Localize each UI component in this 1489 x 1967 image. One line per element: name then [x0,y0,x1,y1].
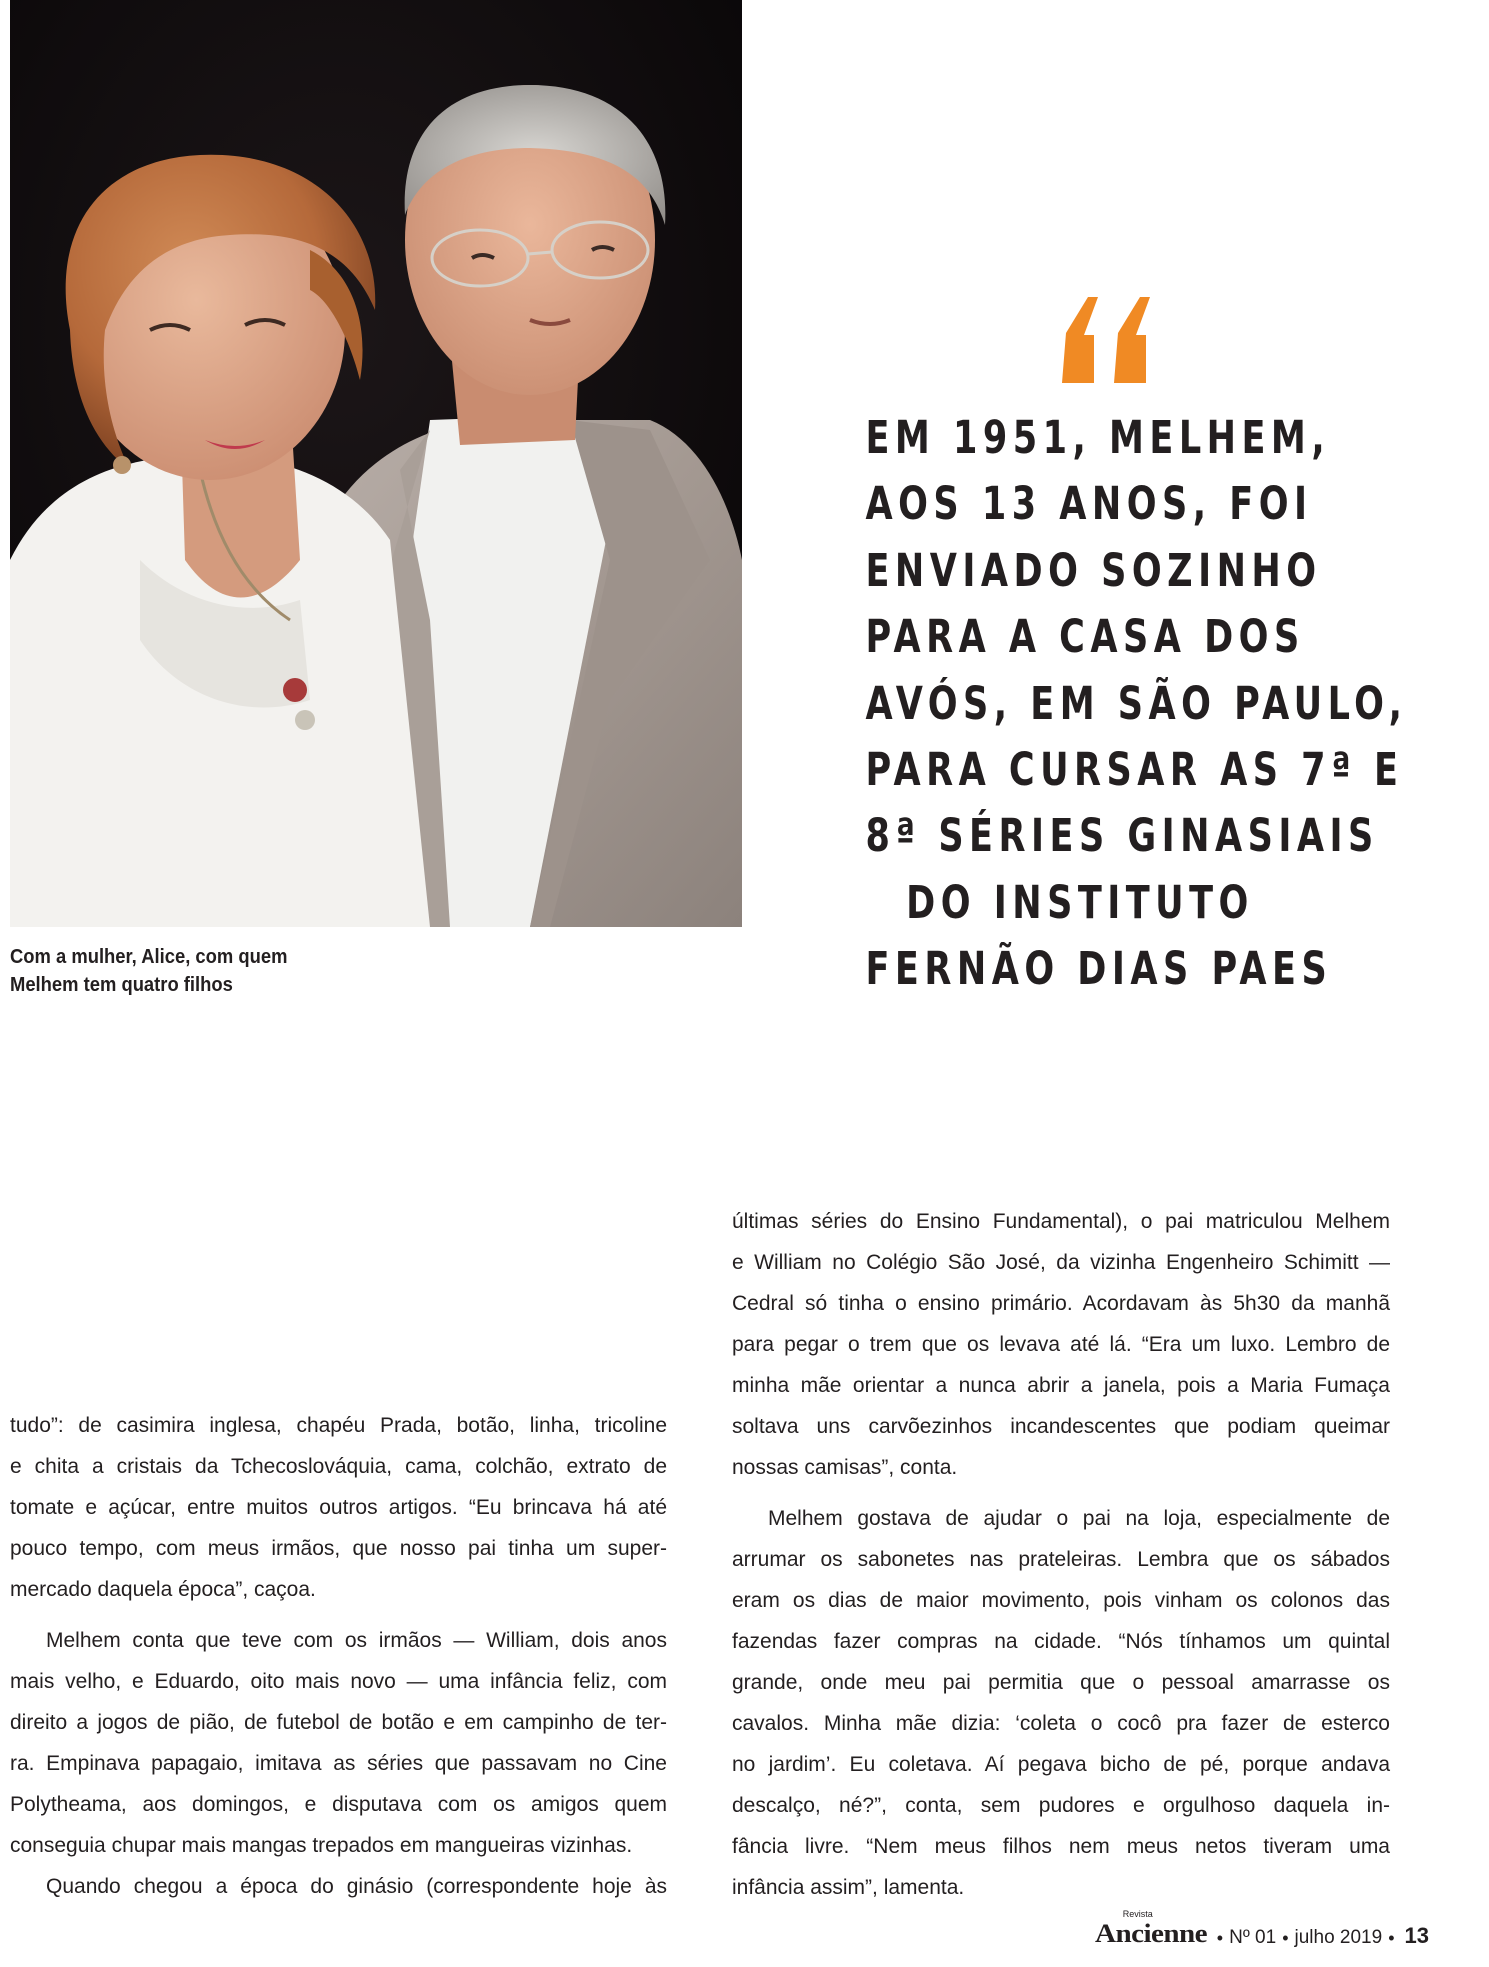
text-line: grande, onde meu pai permitia que o pessoal amarrasse os [732,1671,1390,1694]
caption-line: Melhem tem quatro filhos [10,974,233,996]
paragraph [732,1201,1390,1488]
text-line: conseguia chupar mais mangas trepados em mangueiras vizinhas. [10,1834,633,1857]
text-line: eram os dias de maior movimento, pois vinham os colonos das [732,1589,1390,1612]
pull-quote-line: PARA CURSAR AS 7ª E [865,743,1404,797]
pull-quote-line: DO INSTITUTO [906,875,1254,929]
text-line: para pegar o trem que os levava até lá. “Era um luxo. Lembro de [732,1333,1390,1356]
text-line: Melhem gostava de ajudar o pai na loja, especialmente de [768,1507,1390,1530]
paragraph [732,1498,1390,1908]
logo-name: Ancienne [1094,1919,1207,1948]
logo-super: Revista [1122,1909,1153,1919]
paragraph [10,1620,667,1866]
text-line: fância livre. “Nem meus filhos nem meus netos tiveram uma [732,1835,1390,1858]
text-line: e chita a cristais da Tchecoslováquia, cama, colchão, extrato de [10,1455,667,1478]
text-line: mais velho, e Eduardo, oito mais novo — uma infância feliz, com [10,1670,667,1693]
text-line: e William no Colégio São José, da vizinha Engenheiro Schimitt — [732,1251,1390,1274]
text-line: infância assim”, lamenta. [732,1876,965,1899]
magazine-logo [1094,1909,1207,1949]
text-line: pouco tempo, com meus irmãos, que nosso pai tinha um super- [10,1537,667,1560]
couple-photo [10,0,742,927]
photo-caption [10,943,396,999]
text-line: tomate e açúcar, entre muitos outros artigos. “Eu brincava há até [10,1496,667,1519]
issue-number: Nº 01 [1229,1927,1277,1948]
page-footer [1094,1909,1429,1949]
pull-quote [805,405,1408,1003]
pull-quote-line: PARA A CASA DOS [865,610,1305,664]
quote-mark-icon [1050,295,1160,385]
text-line: no jardim’. Eu coletava. Aí pegava bicho de pé, porque andava [732,1753,1390,1776]
pull-quote-line: ENVIADO SOZINHO [865,543,1322,597]
text-line: mercado daquela época”, caçoa. [10,1578,316,1601]
text-line: arrumar os sabonetes nas prateleiras. Lembra que os sábados [732,1548,1390,1571]
text-line: direito a jogos de pião, de futebol de botão e em campinho de ter- [10,1711,667,1734]
pull-quote-line: AVÓS, EM SÃO PAULO, [865,676,1408,730]
page-number: 13 [1404,1923,1429,1948]
text-line: Polytheama, aos domingos, e disputava com os amigos quem [10,1793,667,1816]
pull-quote-line: EM 1951, MELHEM, [865,411,1331,464]
pull-quote-line: AOS 13 ANOS, FOI [865,477,1313,531]
paragraph [10,1405,667,1610]
issue-date: julho 2019 [1294,1927,1383,1948]
pull-quote-line: 8ª SÉRIES GINASIAIS [865,809,1379,863]
article-column-right [732,1201,1390,1908]
article-column-left [10,1405,667,1907]
text-line: nossas camisas”, conta. [732,1456,958,1479]
text-line: Quando chegou a época do ginásio (correspondente hoje às [46,1875,667,1898]
text-line: cavalos. Minha mãe dizia: ‘coleta o cocô pra fazer de esterco [732,1712,1390,1735]
text-line: Cedral só tinha o ensino primário. Acordavam às 5h30 da manhã [732,1292,1390,1315]
paragraph [10,1866,667,1907]
text-line: últimas séries do Ensino Fundamental), o pai matriculou Melhem [732,1210,1390,1233]
text-line: tudo”: de casimira inglesa, chapéu Prada, botão, linha, tricoline [10,1414,667,1437]
text-line: fazendas fazer compras na cidade. “Nós tínhamos um quintal [732,1630,1390,1653]
text-line: minha mãe orientar a nunca abrir a janela, pois a Maria Fumaça [732,1374,1390,1397]
footer-bullet: • [1282,1928,1289,1948]
text-line: soltava uns carvõezinhos incandescentes que podiam queimar [732,1415,1390,1438]
pull-quote-line: FERNÃO DIAS PAES [865,942,1333,996]
caption-line: Com a mulher, Alice, com quem [10,946,288,968]
footer-bullet: • [1216,1928,1224,1948]
text-line: Melhem conta que teve com os irmãos — William, dois anos [46,1629,667,1652]
couple-photo-illustration [10,0,742,927]
text-line: ra. Empinava papagaio, imitava as séries que passavam no Cine [10,1752,667,1775]
text-line: descalço, né?”, conta, sem pudores e orgulhoso daquela in- [732,1794,1390,1817]
footer-bullet: • [1388,1928,1395,1948]
